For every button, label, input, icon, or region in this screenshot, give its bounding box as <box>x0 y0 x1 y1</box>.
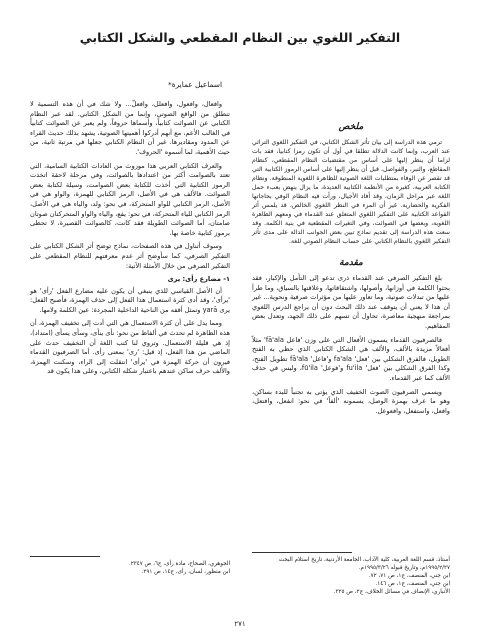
footnote: أستاذ، قسم اللغة العربية، كلية الآداب، الجامعة الأردنية، تاريخ استلام البحث ١٩٩٥/٢/٢٧م، وتاريخ قبوله ١٩٩٥/٣/٢٦م. <box>278 557 450 571</box>
abstract-text: ترمي هذه الدراسة إلى بيان تأثر الشكل الكتابي، في التفكير اللغوي التراثي عند العرب، وإنما كانت الدلالة تطلقا في أول أن تكون رمزا كتابيا، فقد بات لزاما أن ينظر إليها على أساس من مقتضيات النظام المقطعي، كنظام المقاطع، والنبر، والفواصل، قبل أن ينظر إليها على أساس الرموز الكتابية التي قد تقصر عن الوفاء بمتطلبات اللغة الصوتية للظاهرة اللغوية المنطوقة. ونظام الكتابة العربية، كغيره من الأنظمة الكتابية العديدة، ما يزال ينهض بعبء حمل اللغة عبر مراحل الزمان، وقد أفاد الأجيال، ورأت فيه النظام الوفي بحاجاتها الفكرية والحضارية. غير أن المرء في النظر اللغوي الخالص، قد يلمس أثر القواعد الكتابية على التفكير اللغوي المتعلق عند القدماء في ومعهم الظاهرة اللغوية، وبعضها في الصوائت، وفي التغيرات المقطعية في بنية الكلمة. وقد سعت هذه الدراسة إلى تقديم نماذج تبين بعض الجوانب الدالة على مدى تأثر التفكير اللغوي بالنظام الكتابي على حساب النظام الصوتي للغة. <box>252 139 450 245</box>
footnote: ابن جني، المنصف، ج١، ص ٧١، ٧٢. <box>368 573 450 579</box>
intro-heading: مقدمة <box>339 258 363 268</box>
footnotes-left <box>30 560 230 576</box>
body-paragraph: ومما يدل على أن كثرة الاستعمال هي التي أدت إلى تخفيف الهمزة، أن هذه الظاهرة لم تحدث في ألفاظ من نحو: نأى ينأى، وسأى يسأى (امتداد)، إذ هي قليلة الاستعمال. وتروي لنا كتب اللغة أن التخفيف حدث على الماضي من هذا الفعل، إذ قيل: 'رى' بمعنى رأى. أما الصرفيون القدماء فيرون أن حركة الهمزة في 'يرأى' انتقلت إلى الراء، وسكنت الهمزة، والألف حرف ساكن عندهم باعتبار شكله الكتابي، وعلى هذا يكون قد <box>30 319 230 376</box>
footnotes-right <box>252 556 450 596</box>
body-paragraph: أن الأصل القياسي للذي ينبغي أن يكون عليه مضارع الفعل 'رأى' هو 'يرأى'، وقد أدى كثرة استعمال هذا الفعل إلى حذف الهمزة، فأصبح الفعل: يرى yarā وتمثل أقفه من الناحية الداخلية المجردة: عين الكلمة ولامها. <box>30 286 230 314</box>
footnote: ابن منظور، لسان، رأى، ج١٤، ص ٢٩١. <box>141 569 230 575</box>
page-number: ٢٧١ <box>234 620 246 629</box>
body-paragraph: وسوف أتناول في هذه الصفحات، نماذج توضح أثر الشكل الكتابي على التفكير الصرفي، كما سأوضح أثر عدم معرفتهم للنظام المقطعي على التفكير الصرفي من خلال الأمثلة الآتية: <box>30 242 230 270</box>
article-title: التفكير اللغوي بين النظام المقطعي والشكل الكتابي <box>79 30 401 45</box>
example-heading: ١- مضارع رأى: يرى <box>167 275 230 284</box>
intro-paragraph: بلغ التفكير الصرفي عند القدماء ذرى تدعو إلى التأمل والإكبار، فقد بحثوا الكلمة في أوزانها، وأصولها، واشتقاقاتها، وعلاقتها بالسياق، وما طرأ عليها من تبدلات صوتية، وما تعاور عليها من مؤثرات صرفية ونحوية... غير أن هذا لا يعني أن يتوقف عند ذلك البحث دون أن يراجع الدرس اللغوي بمراجعة منهجية معاصرة، تحاول أن تسهم على ذلك الجهد، وتعدل بعض المفاهيم. <box>252 274 450 330</box>
intro-paragraph: ويسمي الصرفيون الصوت الخفيف الذي يؤتى به تجنباً للبدء بساكن، وهو ما عرف بهمزة الوصل، يسمونه 'ألفاً' في نحو: انفعل، وافتعل، وافعل، واستفعل، وافعوعل. <box>252 387 450 415</box>
left-column <box>30 100 230 381</box>
body-paragraph: والعرف الكتابي العربي هذا موروث من العادات الكتابية السامية، التي تعتد بالصوامت أكثر من اعتدادها بالصوائت، وفي مرحلة لاحقة اتخذت الرموز الكتابية التي أخذت للكتابة بعض الصوامت، وسيلة لكتابة بعض الصوائت. فالألف هي في الأصل، الرمز الكتابي للهمزة، والواو هي في الأصل، الرمز الكتابي للواو المتحركة، في نحو: ولد، والياء هي في الأصل، الرمز الكتابي للياء المتحركة، في نحو: يفع، والياء والواو المتحركتان صوتان صامتان، أما الصوائت الطويلة فقد كانت، كالصوائت القصيرة، لا تحظى برموز كتابية خاصة بها. <box>29 161 230 237</box>
footnote: ابن جني، المنصف، ج١، ص ١٤٦. <box>375 581 450 587</box>
intro-paragraph: فالصرفيون القدماء يسمون الأفعال التي على وزن 'فاعل fā'ala' مثلاً أفعالاً مزيدة بالألف، والألف هي الشكل الكتابي الذي حظي به الفتح الطويل، فالفرق الشكلي بين 'فعل' fa'ala و'فاعل' fā'ala تطويل الفتح، وكذا الفرق الشكلي بين 'فعل' fu'ila و'فوعل' fū'ila، وليس في حذف الألف كما عبر القدماء. <box>252 335 450 382</box>
footnote: الأنباري، الإنصاف في مسائل الخلاف، ج٢، ص ٣٢٥. <box>333 589 450 595</box>
abstract-heading: ملخص <box>338 122 364 132</box>
body-paragraph: وافعال، وافعول، وافعلل، وافعلّ... ولا شك في أن هذه التسمية لا تنطلق من الواقع الصوتي، وإنما من الشكل الكتابي. لقد عبر النظام الكتابي عن الصوائت كتابياً، وأسماها حروفاً، ولم يعبر عن الصوائت كتابياً في الغالب الأعم، مع أنهم أدركوا أهميتها الصوتية، يشهد بذلك حديث القراء عن المدود ومقاديرها. غير أن النظام الكتابي جعلها في مرتبة ثانية، من حيث الأهمية، لما أسموه 'الحروف'. <box>30 100 230 156</box>
author-name: اسماعيل عمايرة* <box>168 80 222 89</box>
right-column <box>252 120 450 420</box>
footnote-divider-left <box>30 556 100 557</box>
footnote-divider-right <box>252 552 352 553</box>
footnote: الجوهري، الصحاح، مادة رأى، ج٦، ص ٢٣٤٧. <box>128 561 230 567</box>
